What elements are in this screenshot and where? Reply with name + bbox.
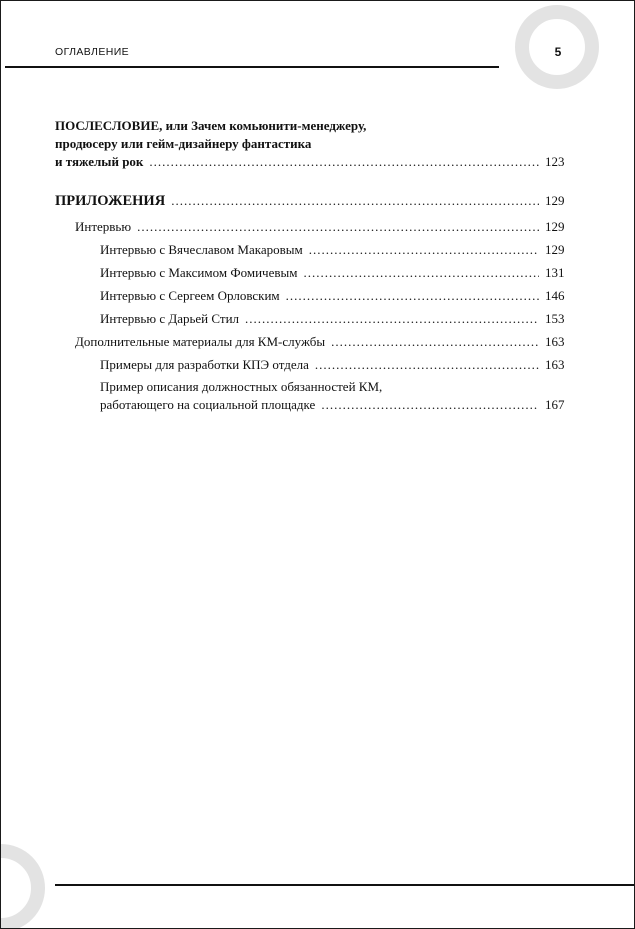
dot-leader — [137, 218, 539, 236]
toc-entry-text: ПРИЛОЖЕНИЯ — [55, 193, 166, 209]
toc-page-number: 163 — [545, 357, 565, 372]
toc-entry-text: Интервью с Вячеславом Макаровым — [100, 242, 303, 257]
dot-leader — [309, 241, 539, 259]
toc-page-number: 153 — [545, 311, 565, 326]
table-of-contents — [1, 1, 634, 928]
running-head: ОГЛАВЛЕНИЕ — [55, 46, 130, 58]
toc-entry-text: Интервью с Максимом Фомичевым — [100, 265, 298, 280]
toc-entry-text: Примеры для разработки КПЭ отдела — [100, 357, 309, 372]
toc-entry-text: и тяжелый рок — [55, 154, 144, 169]
toc-entry-text: Интервью с Дарьей Стил — [100, 311, 240, 326]
page-number: 5 — [554, 45, 562, 59]
dot-leader — [286, 287, 539, 305]
toc-entry-text: работающего на социальной площадке — [100, 397, 316, 412]
dot-leader — [303, 264, 539, 282]
toc-page-number: 123 — [545, 154, 565, 169]
toc-entry-text: ПОСЛЕСЛОВИЕ, или Зачем комьюнити-менеджеру, — [55, 118, 367, 133]
toc-page-number: 131 — [545, 265, 565, 280]
dot-leader — [149, 153, 539, 171]
dot-leader — [321, 396, 539, 414]
toc-entry-duties[interactable] — [100, 378, 563, 414]
toc-entry-text: Интервью с Сергеем Орловским — [100, 288, 280, 303]
dot-leader — [315, 356, 539, 374]
toc-page-number: 167 — [545, 397, 565, 412]
toc-entry-text: Дополнительные материалы для КМ-службы — [75, 334, 326, 349]
toc-entry-text: Пример описания должностных обязанностей КМ, — [100, 379, 383, 394]
toc-page-number: 129 — [545, 193, 565, 208]
toc-entry-interview-fomichev[interactable] — [100, 264, 563, 282]
toc-entry-interview-orlovsky[interactable] — [100, 287, 563, 305]
toc-page-number: 146 — [545, 288, 565, 303]
toc-entry-appendices[interactable] — [55, 192, 563, 210]
dot-leader — [245, 310, 539, 328]
dot-leader — [171, 192, 539, 210]
toc-page-number: 129 — [545, 219, 565, 234]
toc-entry-text: Интервью — [75, 219, 132, 234]
toc-page-number: 163 — [545, 334, 565, 349]
toc-entry-interview-makarov[interactable] — [100, 241, 563, 259]
footer-rule — [55, 884, 635, 886]
toc-entry-materials[interactable] — [75, 333, 563, 351]
toc-entry-kpi-examples[interactable] — [100, 356, 563, 374]
toc-page-number: 129 — [545, 242, 565, 257]
dot-leader — [331, 333, 539, 351]
toc-entry-afterword[interactable] — [55, 117, 563, 171]
toc-entry-interview-still[interactable] — [100, 310, 563, 328]
toc-entry-text: продюсеру или гейм-дизайнеру фантастика — [55, 136, 312, 151]
toc-entry-interviews[interactable] — [75, 218, 563, 236]
